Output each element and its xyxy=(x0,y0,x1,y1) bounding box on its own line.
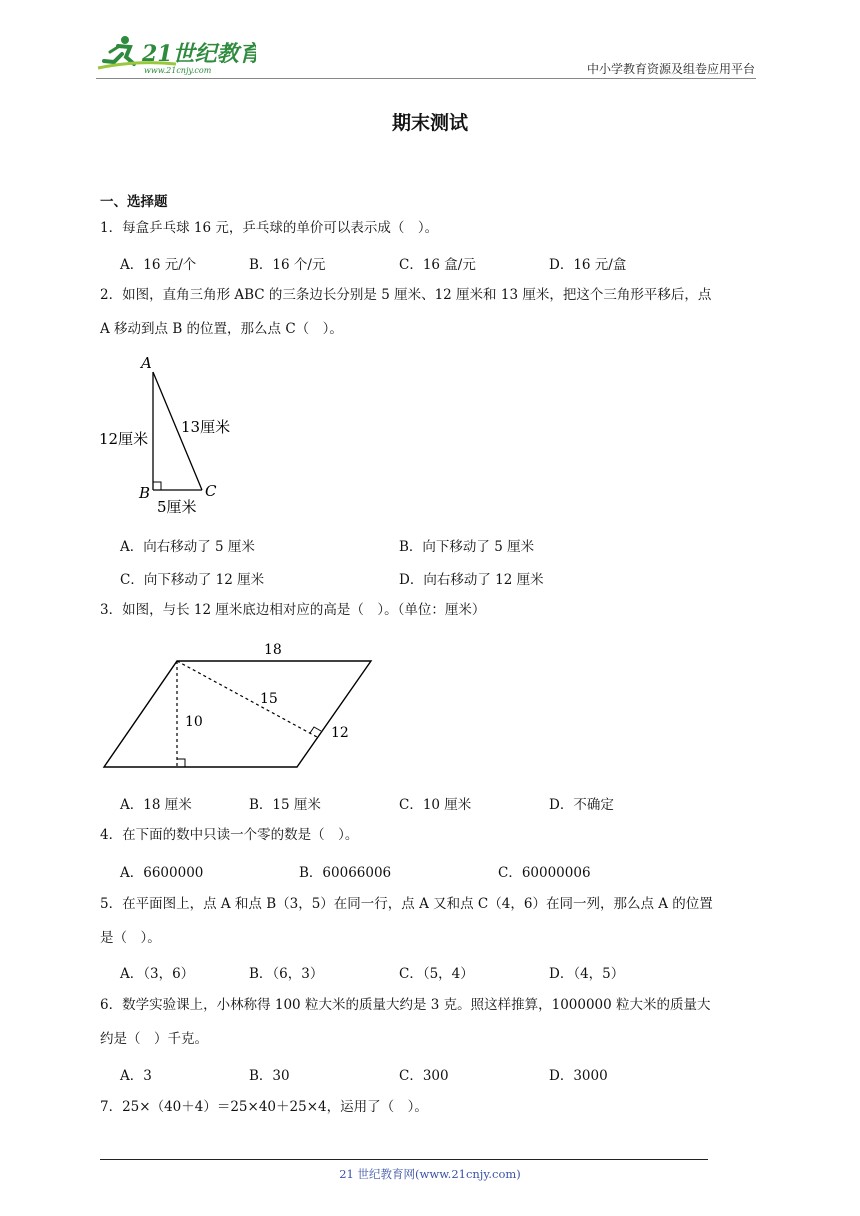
question-1-text: 1．每盒乒乓球 16 元，乒乓球的单价可以表示成（ ）。 xyxy=(100,220,439,236)
site-logo xyxy=(96,34,256,76)
diag-right-angle-mark xyxy=(310,727,321,733)
q1-option-a: A．16 元/个 xyxy=(120,257,197,273)
q6-option-b: B．30 xyxy=(249,1068,290,1084)
q2-option-c: C．向下移动了 12 厘米 xyxy=(120,572,265,588)
q6-option-d: D．3000 xyxy=(549,1068,608,1084)
vertex-c-label: C xyxy=(205,482,217,500)
q5-option-b: B．（6，3） xyxy=(249,966,324,982)
q1-option-c: C．16 盒/元 xyxy=(399,257,476,273)
q1-option-d: D．16 元/盒 xyxy=(549,257,627,273)
question-2-text-cont: A 移动到点 B 的位置，那么点 C（ ）。 xyxy=(100,321,343,337)
q5-option-a: A．（3，6） xyxy=(120,966,195,982)
q5-option-d: D．（4，5） xyxy=(549,966,625,982)
header-tagline: 中小学教育资源及组卷应用平台 xyxy=(586,62,755,76)
q3-option-b: B．15 厘米 xyxy=(249,797,321,813)
q2-option-d: D．向右移动了 12 厘米 xyxy=(399,572,544,588)
q4-option-c: C．60000006 xyxy=(498,865,591,881)
q6-option-c: C．300 xyxy=(399,1068,449,1084)
q5-option-c: C．（5，4） xyxy=(399,966,474,982)
question-2-text: 2．如图，直角三角形 ABC 的三条边长分别是 5 厘米、12 厘米和 13 厘米，把这个三角形平移后，点 xyxy=(100,287,712,303)
logo-url: www.21cnjy.com xyxy=(144,66,212,75)
q4-option-a: A．6600000 xyxy=(120,865,204,881)
footer-divider xyxy=(100,1159,708,1160)
q2-option-a: A．向右移动了 5 厘米 xyxy=(120,539,255,555)
question-5-text-cont: 是（ ）。 xyxy=(100,930,161,946)
vertex-a-label: A xyxy=(141,354,152,372)
side-bc-label: 5厘米 xyxy=(157,498,197,516)
question-6-text: 6．数学实验课上，小林称得 100 粒大米的质量大约是 3 克。照这样推算，1000000 粒大米的质量大 xyxy=(100,997,711,1013)
header-divider xyxy=(96,78,756,79)
logo-text: 21世纪教育 xyxy=(142,41,256,67)
vertical-height-label: 10 xyxy=(185,714,203,730)
question-3-text: 3．如图，与长 12 厘米底边相对应的高是（ ）。（单位：厘米） xyxy=(100,602,486,618)
question-6-text-cont: 约是（ ）千克。 xyxy=(100,1031,208,1047)
footer-text: 21 世纪教育网(www.21cnjy.com) xyxy=(339,1167,521,1181)
diagonal-height-label: 15 xyxy=(260,691,278,707)
side-ab-label: 12厘米 xyxy=(99,430,149,448)
q2-option-b: B．向下移动了 5 厘米 xyxy=(399,539,535,555)
triangle-figure xyxy=(95,350,255,520)
q1-option-b: B．16 个/元 xyxy=(249,257,326,273)
top-side-label: 18 xyxy=(264,642,282,658)
parallelogram-figure xyxy=(95,635,375,780)
q3-option-c: C．10 厘米 xyxy=(399,797,472,813)
q6-option-a: A．3 xyxy=(120,1068,152,1084)
q3-option-a: A．18 厘米 xyxy=(120,797,192,813)
q3-option-d: D．不确定 xyxy=(549,797,614,813)
vertex-b-label: B xyxy=(139,484,151,502)
height-right-angle-mark xyxy=(177,759,185,767)
side-ac-label: 13厘米 xyxy=(181,418,231,436)
section-heading: 一、选择题 xyxy=(100,194,168,210)
question-5-text: 5．在平面图上，点 A 和点 B（3，5）在同一行，点 A 又和点 C（4，6）在同一列，那么点 A 的位置 xyxy=(100,896,713,912)
question-4-text: 4．在下面的数中只读一个零的数是（ ）。 xyxy=(100,827,359,843)
question-7-text: 7．25×（40＋4）＝25×40＋25×4，运用了（ ）。 xyxy=(100,1099,428,1115)
right-angle-mark xyxy=(153,482,161,490)
page-title: 期末测试 xyxy=(391,112,468,134)
slant-side-label: 12 xyxy=(331,725,349,741)
q4-option-b: B．60066006 xyxy=(299,865,392,881)
